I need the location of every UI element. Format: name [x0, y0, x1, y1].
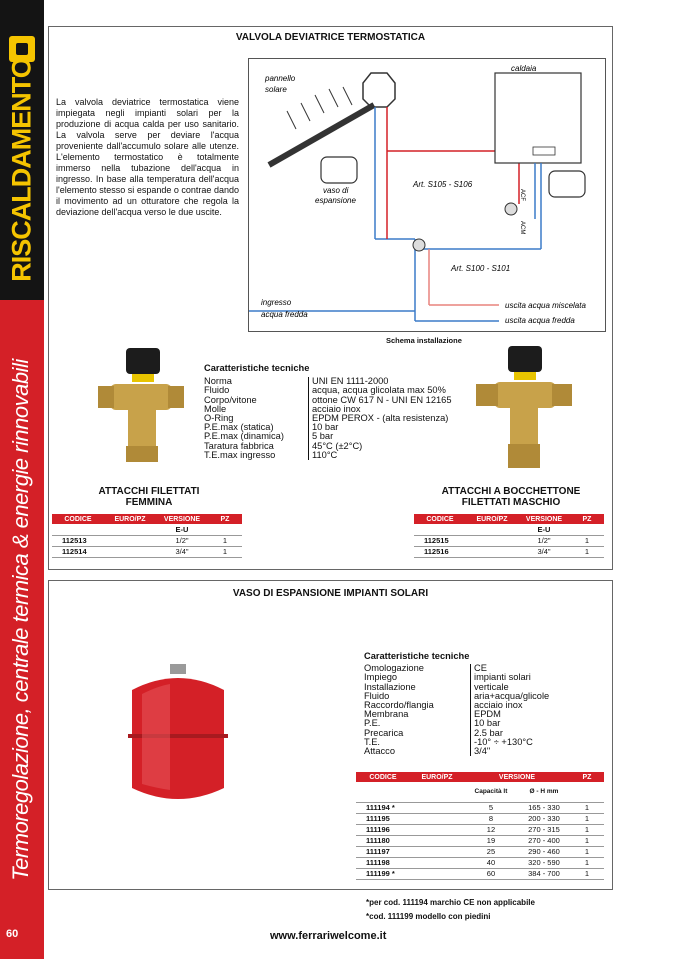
cell-dimensions: 270 - 315 — [518, 824, 570, 835]
cell-capacity: 40 — [464, 857, 518, 868]
diagram-label-vaso: vaso di — [323, 186, 349, 195]
spec-value: UNI EN 1111-2000 — [308, 377, 388, 386]
cell-version: 3/4" — [518, 546, 570, 557]
subheader-capacita: Capacità lt — [464, 782, 518, 802]
spec-value: verticale — [470, 683, 509, 692]
spec-value: -10° ÷ +130°C — [470, 738, 533, 747]
col-versione: VERSIONE — [464, 772, 570, 782]
spec-key: Fluido — [204, 385, 230, 396]
table-row — [414, 546, 604, 557]
valve-section-title: VALVOLA DEVIATRICE TERMOSTATICA — [235, 32, 426, 43]
cell-code: 111180 — [356, 835, 410, 846]
spec-value: acqua, acqua glicolata max 50% — [308, 386, 446, 395]
col-euro: EURO/PZ — [466, 514, 518, 524]
table-row — [356, 868, 604, 879]
spec-row — [364, 747, 549, 756]
spec-value: 5 bar — [308, 432, 333, 441]
diagram-label-acqua-fredda: acqua fredda — [261, 310, 308, 319]
cell-capacity: 8 — [464, 813, 518, 824]
cell-code: 112514 — [52, 546, 104, 557]
cell-pz: 1 — [570, 535, 604, 546]
cell-pz: 1 — [570, 835, 604, 846]
cell-capacity: 25 — [464, 846, 518, 857]
col-codice: CODICE — [52, 514, 104, 524]
table-row — [52, 546, 242, 557]
cell-version: 3/4" — [156, 546, 208, 557]
cell-capacity: 60 — [464, 868, 518, 879]
cell-version: 1/2" — [156, 535, 208, 546]
product-title-female-line1: ATTACCHI FILETTATI — [98, 486, 200, 497]
spec-key: Corpo/vitone — [204, 394, 257, 405]
valve-s100-shape — [413, 239, 425, 251]
subheader-eu: E-U — [156, 524, 208, 535]
valve-s105-shape — [505, 203, 517, 215]
spec-key: Norma — [204, 376, 232, 387]
product-title-male-line1: ATTACCHI A BOCCHETTONE — [441, 486, 581, 497]
cell-pz: 1 — [570, 546, 604, 557]
cell-pz: 1 — [570, 868, 604, 879]
table-row — [356, 813, 604, 824]
diagram-label-solare: solare — [265, 85, 287, 94]
footer-url[interactable]: www.ferrariwelcome.it — [270, 930, 387, 942]
spec-key: T.E.max ingresso — [204, 449, 276, 460]
cell-code: 111199 * — [356, 868, 410, 879]
cell-dimensions: 270 - 400 — [518, 835, 570, 846]
cell-dimensions: 165 - 330 — [518, 802, 570, 813]
col-euro: EURO/PZ — [410, 772, 464, 782]
cell-pz: 1 — [570, 857, 604, 868]
solar-panel-shape — [269, 105, 374, 165]
cell-pz: 1 — [570, 846, 604, 857]
spec-key: O-Ring — [204, 413, 234, 424]
cell-version: 1/2" — [518, 535, 570, 546]
product-title-female — [56, 486, 242, 508]
expansion-vessel-left-shape — [321, 157, 357, 183]
cell-pz: 1 — [570, 813, 604, 824]
table-row — [414, 535, 604, 546]
cell-pz: 1 — [208, 546, 242, 557]
valve-description: La valvola deviatrice termostatica viene impiegata negli impianti solari per la produzione di acqua calda per uso sanitario. La valvola serve per deviare l'acqua proveniente dall'accumulo solare alle utenze. L'elemento termostatico è totalmente immerso nella tubazione dell'acqua in ingresso. In base alla temperatura dell'acqua l'elemento stesso si espande o contrae dando il movimento ad un otturatore che regola la deviazione dell'acqua verso le due uscite. — [56, 97, 239, 217]
installation-schema-svg — [249, 59, 605, 331]
expansion-vessel-image — [118, 660, 238, 810]
diagram-label-acm: ACM — [519, 221, 525, 235]
diagram-label-ingresso: ingresso — [261, 298, 292, 307]
spec-key: Membrana — [364, 709, 409, 720]
cell-code: 112516 — [414, 546, 466, 557]
spec-key: Attacco — [364, 746, 396, 757]
table-subheader-row — [414, 524, 604, 535]
spec-value: 2.5 bar — [470, 729, 503, 738]
col-codice: CODICE — [414, 514, 466, 524]
col-euro: EURO/PZ — [104, 514, 156, 524]
product-title-male-line2: FILETTATI MASCHIO — [461, 497, 561, 508]
installation-diagram — [248, 58, 606, 332]
cell-capacity: 12 — [464, 824, 518, 835]
cell-code: 111196 — [356, 824, 410, 835]
cell-capacity: 5 — [464, 802, 518, 813]
spec-value: 110°C — [308, 451, 337, 460]
cell-dimensions: 320 - 590 — [518, 857, 570, 868]
note-ce: *per cod. 111194 marchio CE non applicabile — [366, 898, 535, 907]
diagram-caption: Schema installazione — [386, 336, 462, 345]
valve-male-union-image — [474, 344, 574, 472]
spec-key: Precarica — [364, 727, 404, 738]
cell-dimensions: 200 - 330 — [518, 813, 570, 824]
spec-value: impianti solari — [470, 673, 531, 682]
table-row — [356, 846, 604, 857]
subheader-dim: Ø - H mm — [518, 782, 570, 802]
spec-row — [364, 710, 549, 719]
spec-value: 3/4" — [470, 747, 490, 756]
table-row — [52, 535, 242, 546]
cell-pz: 1 — [208, 535, 242, 546]
spec-value: ottone CW 617 N - UNI EN 12165 — [308, 396, 452, 405]
col-pz: PZ — [570, 772, 604, 782]
cell-code: 112515 — [414, 535, 466, 546]
category-label: RISCALDAMENTO — [6, 58, 37, 282]
spec-key: Molle — [204, 403, 227, 414]
cell-dimensions: 384 - 700 — [518, 868, 570, 879]
valve-specs-heading: Caratteristiche tecniche — [204, 363, 310, 373]
spec-key: Omologazione — [364, 663, 424, 674]
expansion-vessel-right-shape — [549, 171, 585, 197]
diagram-label-acf: ACF — [519, 189, 525, 201]
spec-key: P.E. — [364, 718, 381, 729]
vessel-specs — [364, 652, 549, 756]
storage-tank-shape — [363, 73, 395, 107]
col-pz: PZ — [208, 514, 242, 524]
product-title-male — [418, 486, 604, 508]
diagram-label-espansione: espansione — [315, 196, 356, 205]
spec-value: 10 bar — [470, 719, 500, 728]
cell-pz: 1 — [570, 824, 604, 835]
table-row — [356, 824, 604, 835]
diagram-label-uscita-fredda: uscita acqua fredda — [505, 316, 575, 325]
vessel-section-title: VASO DI ESPANSIONE IMPIANTI SOLARI — [232, 588, 429, 599]
product-title-female-line2: FEMMINA — [125, 497, 173, 508]
note-piedini: *cod. 111199 modello con piedini — [366, 912, 491, 921]
cell-pz: 1 — [570, 802, 604, 813]
diagram-label-uscita-miscelata: uscita acqua miscelata — [505, 301, 586, 310]
page-number: 60 — [6, 928, 19, 940]
spec-key: P.E.max (statica) — [204, 422, 274, 433]
col-pz: PZ — [570, 514, 604, 524]
diagram-label-art2: Art. S100 - S101 — [451, 264, 511, 273]
cell-code: 111197 — [356, 846, 410, 857]
table-header-row — [52, 514, 242, 524]
spec-key: P.E.max (dinamica) — [204, 431, 284, 442]
col-versione: VERSIONE — [518, 514, 570, 524]
spec-key: Raccordo/flangia — [364, 700, 434, 711]
cell-code: 111195 — [356, 813, 410, 824]
cell-code: 111198 — [356, 857, 410, 868]
cell-capacity: 19 — [464, 835, 518, 846]
spec-value: EPDM — [470, 710, 501, 719]
table-row — [356, 802, 604, 813]
vessel-table — [356, 772, 604, 880]
table-row — [356, 857, 604, 868]
spec-key: Impiego — [364, 672, 398, 683]
col-versione: VERSIONE — [156, 514, 208, 524]
table-header-row — [414, 514, 604, 524]
spec-value: 10 bar — [308, 423, 338, 432]
valve-male-table — [414, 514, 604, 558]
table-subheader-row — [52, 524, 242, 535]
diagram-label-caldaia: caldaia — [511, 64, 537, 73]
cell-dimensions: 290 - 460 — [518, 846, 570, 857]
vessel-specs-heading: Caratteristiche tecniche — [364, 651, 470, 661]
spec-value: EPDM PEROX - (alta resistenza) — [308, 414, 448, 423]
col-codice: CODICE — [356, 772, 410, 782]
valve-female-image — [96, 346, 186, 466]
spec-key: Fluido — [364, 690, 390, 701]
cell-code: 112513 — [52, 535, 104, 546]
spec-value: 45°C (±2°C) — [308, 442, 362, 451]
valve-female-table — [52, 514, 242, 558]
spec-key: Taratura fabbrica — [204, 440, 274, 451]
spec-value: CE — [470, 664, 487, 673]
table-row — [356, 835, 604, 846]
table-subheader-row — [356, 782, 604, 802]
table-header-row — [356, 772, 604, 782]
spec-value: acciaio inox — [308, 405, 361, 414]
diagram-label-pannello: pannello — [265, 74, 296, 83]
diagram-label-art1: Art. S105 - S106 — [413, 180, 473, 189]
valve-specs — [204, 364, 452, 460]
subheader-eu: E-U — [518, 524, 570, 535]
spec-value: aria+acqua/glicole — [470, 692, 549, 701]
cell-code: 111194 * — [356, 802, 410, 813]
category-subtitle: Termoregolazione, centrale termica & energie rinnovabili — [8, 359, 33, 881]
spec-row — [204, 451, 452, 460]
spec-key: Installazione — [364, 681, 416, 692]
spec-key: T.E. — [364, 736, 381, 747]
spec-value: acciaio inox — [470, 701, 523, 710]
